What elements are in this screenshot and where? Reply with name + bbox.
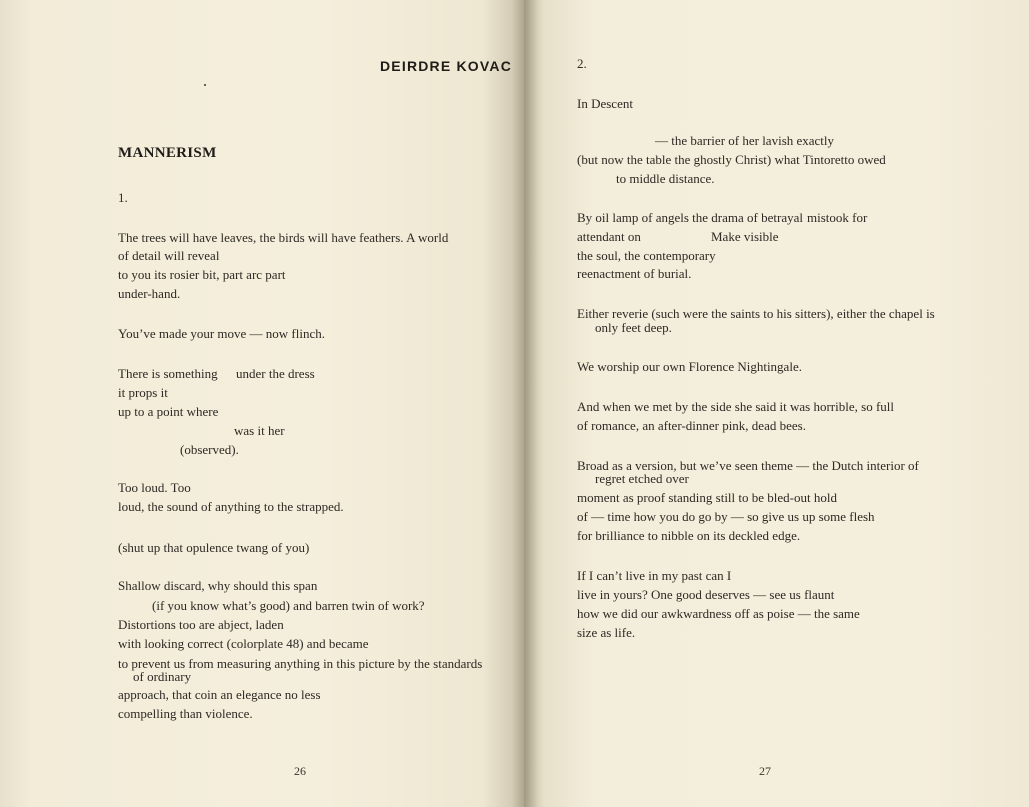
book-gutter <box>512 0 538 807</box>
poem-line: live in yours? One good deserves — see us flaunt <box>577 587 835 602</box>
poem-line: Either reverie (such were the saints to his sitters), either the chapel is <box>577 306 935 321</box>
poem-line: of romance, an after-dinner pink, dead bees. <box>577 418 806 433</box>
poem-line: with looking correct (colorplate 48) and became <box>118 636 369 651</box>
stray-dot <box>204 84 206 86</box>
right-page <box>524 0 1029 807</box>
poem-line: to prevent us from measuring anything in this picture by the standards <box>118 656 483 671</box>
poem-title: MANNERISM <box>118 145 217 161</box>
poem-line: Distortions too are abject, laden <box>118 617 284 632</box>
poem-line: (observed). <box>180 442 239 457</box>
poem-line: of — time how you do go by — so give us up some flesh <box>577 509 875 524</box>
poem-line: under-hand. <box>118 286 181 301</box>
poem-line: (if you know what’s good) and barren twin of work? <box>152 598 425 613</box>
poem-line: — the barrier of her lavish exactly <box>655 133 835 148</box>
poem-line: If I can’t live in my past can I <box>577 568 732 583</box>
poem-line: for brilliance to nibble on its deckled edge. <box>577 528 801 543</box>
poem-line: moment as proof standing still to be bled-out hold <box>577 490 837 505</box>
poem-line: The trees will have leaves, the birds will have feathers. A world <box>118 230 449 245</box>
poem-line: There is something <box>118 366 218 381</box>
poem-line: reenactment of burial. <box>577 266 692 281</box>
page-number: 27 <box>759 764 771 778</box>
page-number: 26 <box>294 764 306 778</box>
poem-line: attendant on <box>577 229 641 244</box>
poem-line: to you its rosier bit, part arc part <box>118 267 286 282</box>
poem-line: up to a point where <box>118 404 219 419</box>
poem-line: And when we met by the side she said it was horrible, so full <box>577 399 894 414</box>
poem-line: By oil lamp of angels the drama of betrayal <box>577 210 803 225</box>
poem-line: Too loud. Too <box>118 480 191 495</box>
poem-line: You’ve made your move — now flinch. <box>118 326 326 341</box>
poem-line: loud, the sound of anything to the strapped. <box>118 499 344 514</box>
poem-line: approach, that coin an elegance no less <box>118 687 321 702</box>
poem-line: to middle distance. <box>616 171 715 186</box>
author-name: DEIRDRE KOVAC <box>380 58 513 74</box>
section-number: 2. <box>577 56 587 71</box>
poem-line: Shallow discard, why should this span <box>118 578 318 593</box>
poem-line: size as life. <box>577 625 636 640</box>
poem-line: Broad as a version, but we’ve seen theme — the Dutch interior of <box>577 458 919 473</box>
poem-line: compelling than violence. <box>118 706 253 721</box>
poem-line: it props it <box>118 385 168 400</box>
poem-line: (but now the table the ghostly Christ) what Tintoretto owed <box>577 152 886 167</box>
poem-line: We worship our own Florence Nightingale. <box>577 359 802 374</box>
poem-line: of ordinary <box>133 669 192 684</box>
poem-line: (shut up that opulence twang of you) <box>118 540 310 555</box>
poem-line: was it her <box>234 423 285 438</box>
poem-line: Make visible <box>711 229 779 244</box>
poem-line: of detail will reveal <box>118 248 220 263</box>
section-number: 1. <box>118 190 128 205</box>
poem-line: regret etched over <box>595 471 689 486</box>
poem-line: mistook for <box>807 210 868 225</box>
poem-line: In Descent <box>577 96 633 111</box>
poem-line: only feet deep. <box>595 320 672 335</box>
poem-line: under the dress <box>236 366 315 381</box>
poem-line: how we did our awkwardness off as poise — the same <box>577 606 860 621</box>
poem-line: the soul, the contemporary <box>577 248 716 263</box>
